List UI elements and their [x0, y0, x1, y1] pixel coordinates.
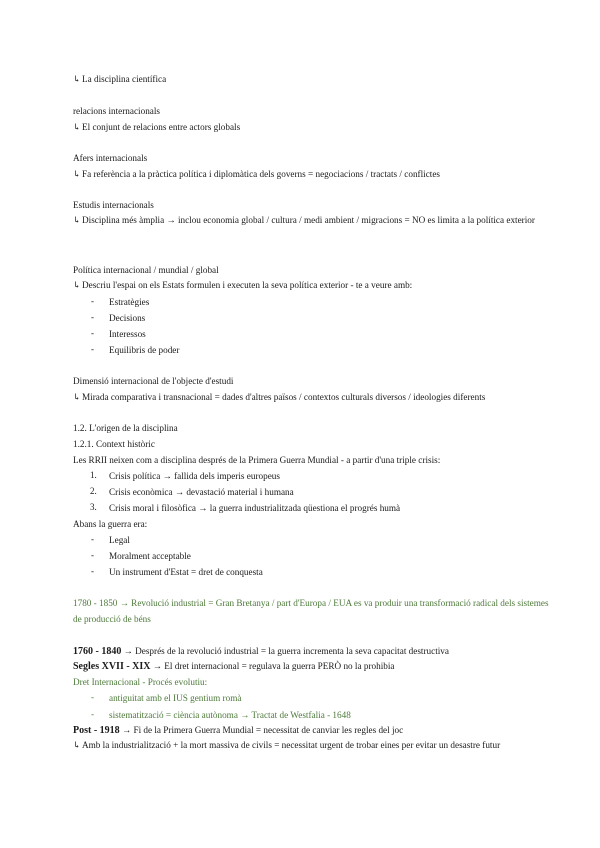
dret-internacional-title: Dret Internacional - Procés evolutiu:: [73, 677, 208, 687]
list-item: Legal: [109, 535, 130, 545]
line-afers: ↳Fa referència a la pràctica política i diplomàtica dels governs = negociacions / tractats / conflictes: [73, 169, 440, 179]
return-arrow-icon: ↳: [73, 215, 81, 225]
list-item: Crisis política → fallida dels imperis europeus: [109, 471, 280, 481]
list-number: 2.: [90, 486, 97, 496]
list-item: Crisis econòmica → devastació material i humana: [109, 487, 294, 497]
bullet-dash: -: [91, 328, 94, 338]
revolucio-industrial-note: 1780 - 1850 → Revolució industrial = Gran Bretanya / part d'Europa / EUA es va produir una transformació radical dels sistemes de producció de béns: [73, 598, 549, 624]
list-item: Decisions: [109, 313, 146, 323]
return-arrow-icon: ↳: [73, 74, 81, 84]
bullet-dash: -: [91, 709, 94, 719]
title-dimensio: Dimensió internacional de l'objecte d'estudi: [73, 376, 234, 386]
bullet-dash: -: [91, 550, 94, 560]
list-item: Estratègies: [109, 297, 150, 307]
return-arrow-icon: ↳: [73, 392, 81, 402]
line-disciplina: ↳La disciplina científica: [73, 74, 167, 84]
list-item: Moralment acceptable: [109, 551, 191, 561]
line-1760: 1760 - 1840 → Després de la revolució industrial = la guerra incrementa la seva capacitat destructiva: [73, 646, 449, 657]
list-item: sistematització = ciència autònoma → Tractat de Westfalia - 1648: [109, 710, 351, 720]
return-arrow-icon: ↳: [73, 169, 81, 179]
bullet-dash: -: [91, 344, 94, 354]
line-relacions: ↳El conjunt de relacions entre actors globals: [73, 122, 241, 132]
line-politica: ↳Descriu l'espai on els Estats formulen i executen la seva política exterior - te a veure amb:: [73, 280, 413, 290]
list-item: Interessos: [109, 329, 146, 339]
line-post-1918: Post - 1918 → Fi de la Primera Guerra Mundial = necessitat de canviar les regles del joc: [73, 725, 404, 736]
bullet-dash: -: [91, 534, 94, 544]
heading-context: 1.2.1. Context històric: [73, 439, 155, 449]
line-estudis: ↳Disciplina més àmplia → inclou economia global / cultura / medi ambient / migracions = NO es limita a la política exterior: [73, 213, 550, 229]
title-politica: Política internacional / mundial / global: [73, 265, 219, 275]
intro-rrii: Les RRII neixen com a disciplina després de la Primera Guerra Mundial - a partir d'una triple crisis:: [73, 455, 441, 465]
list-item: antiguitat amb el IUS gentium romà: [109, 693, 242, 703]
list-item: Un instrument d'Estat = dret de conquesta: [109, 567, 263, 577]
line-industrialitzacio: ↳Amb la industrialització + la mort massiva de civils = necessitat urgent de trobar eines per evitar un desastre futur: [73, 738, 550, 754]
title-estudis: Estudis internacionals: [73, 200, 154, 210]
list-number: 3.: [90, 502, 97, 512]
return-arrow-icon: ↳: [73, 122, 81, 132]
bullet-dash: -: [91, 296, 94, 306]
abans-guerra: Abans la guerra era:: [73, 519, 148, 529]
bullet-dash: -: [91, 312, 94, 322]
heading-origen: 1.2. L'origen de la disciplina: [73, 423, 178, 433]
list-number: 1.: [90, 470, 97, 480]
return-arrow-icon: ↳: [73, 280, 81, 290]
return-arrow-icon: ↳: [73, 740, 81, 750]
list-item: Equilibris de poder: [109, 345, 180, 355]
list-item: Crisis moral i filosòfica → la guerra industrialitzada qüestiona el progrés humà: [109, 503, 401, 513]
title-afers: Afers internacionals: [73, 153, 148, 163]
bullet-dash: -: [91, 692, 94, 702]
bullet-dash: -: [91, 566, 94, 576]
title-relacions: relacions internacionals: [73, 106, 160, 116]
line-dimensio: ↳Mirada comparativa i transnacional = dades d'altres països / contextos culturals diversos / ideologies diferents: [73, 392, 486, 402]
line-segles: Segles XVII - XIX → El dret internacional = regulava la guerra PERÒ no la prohibia: [73, 661, 395, 672]
